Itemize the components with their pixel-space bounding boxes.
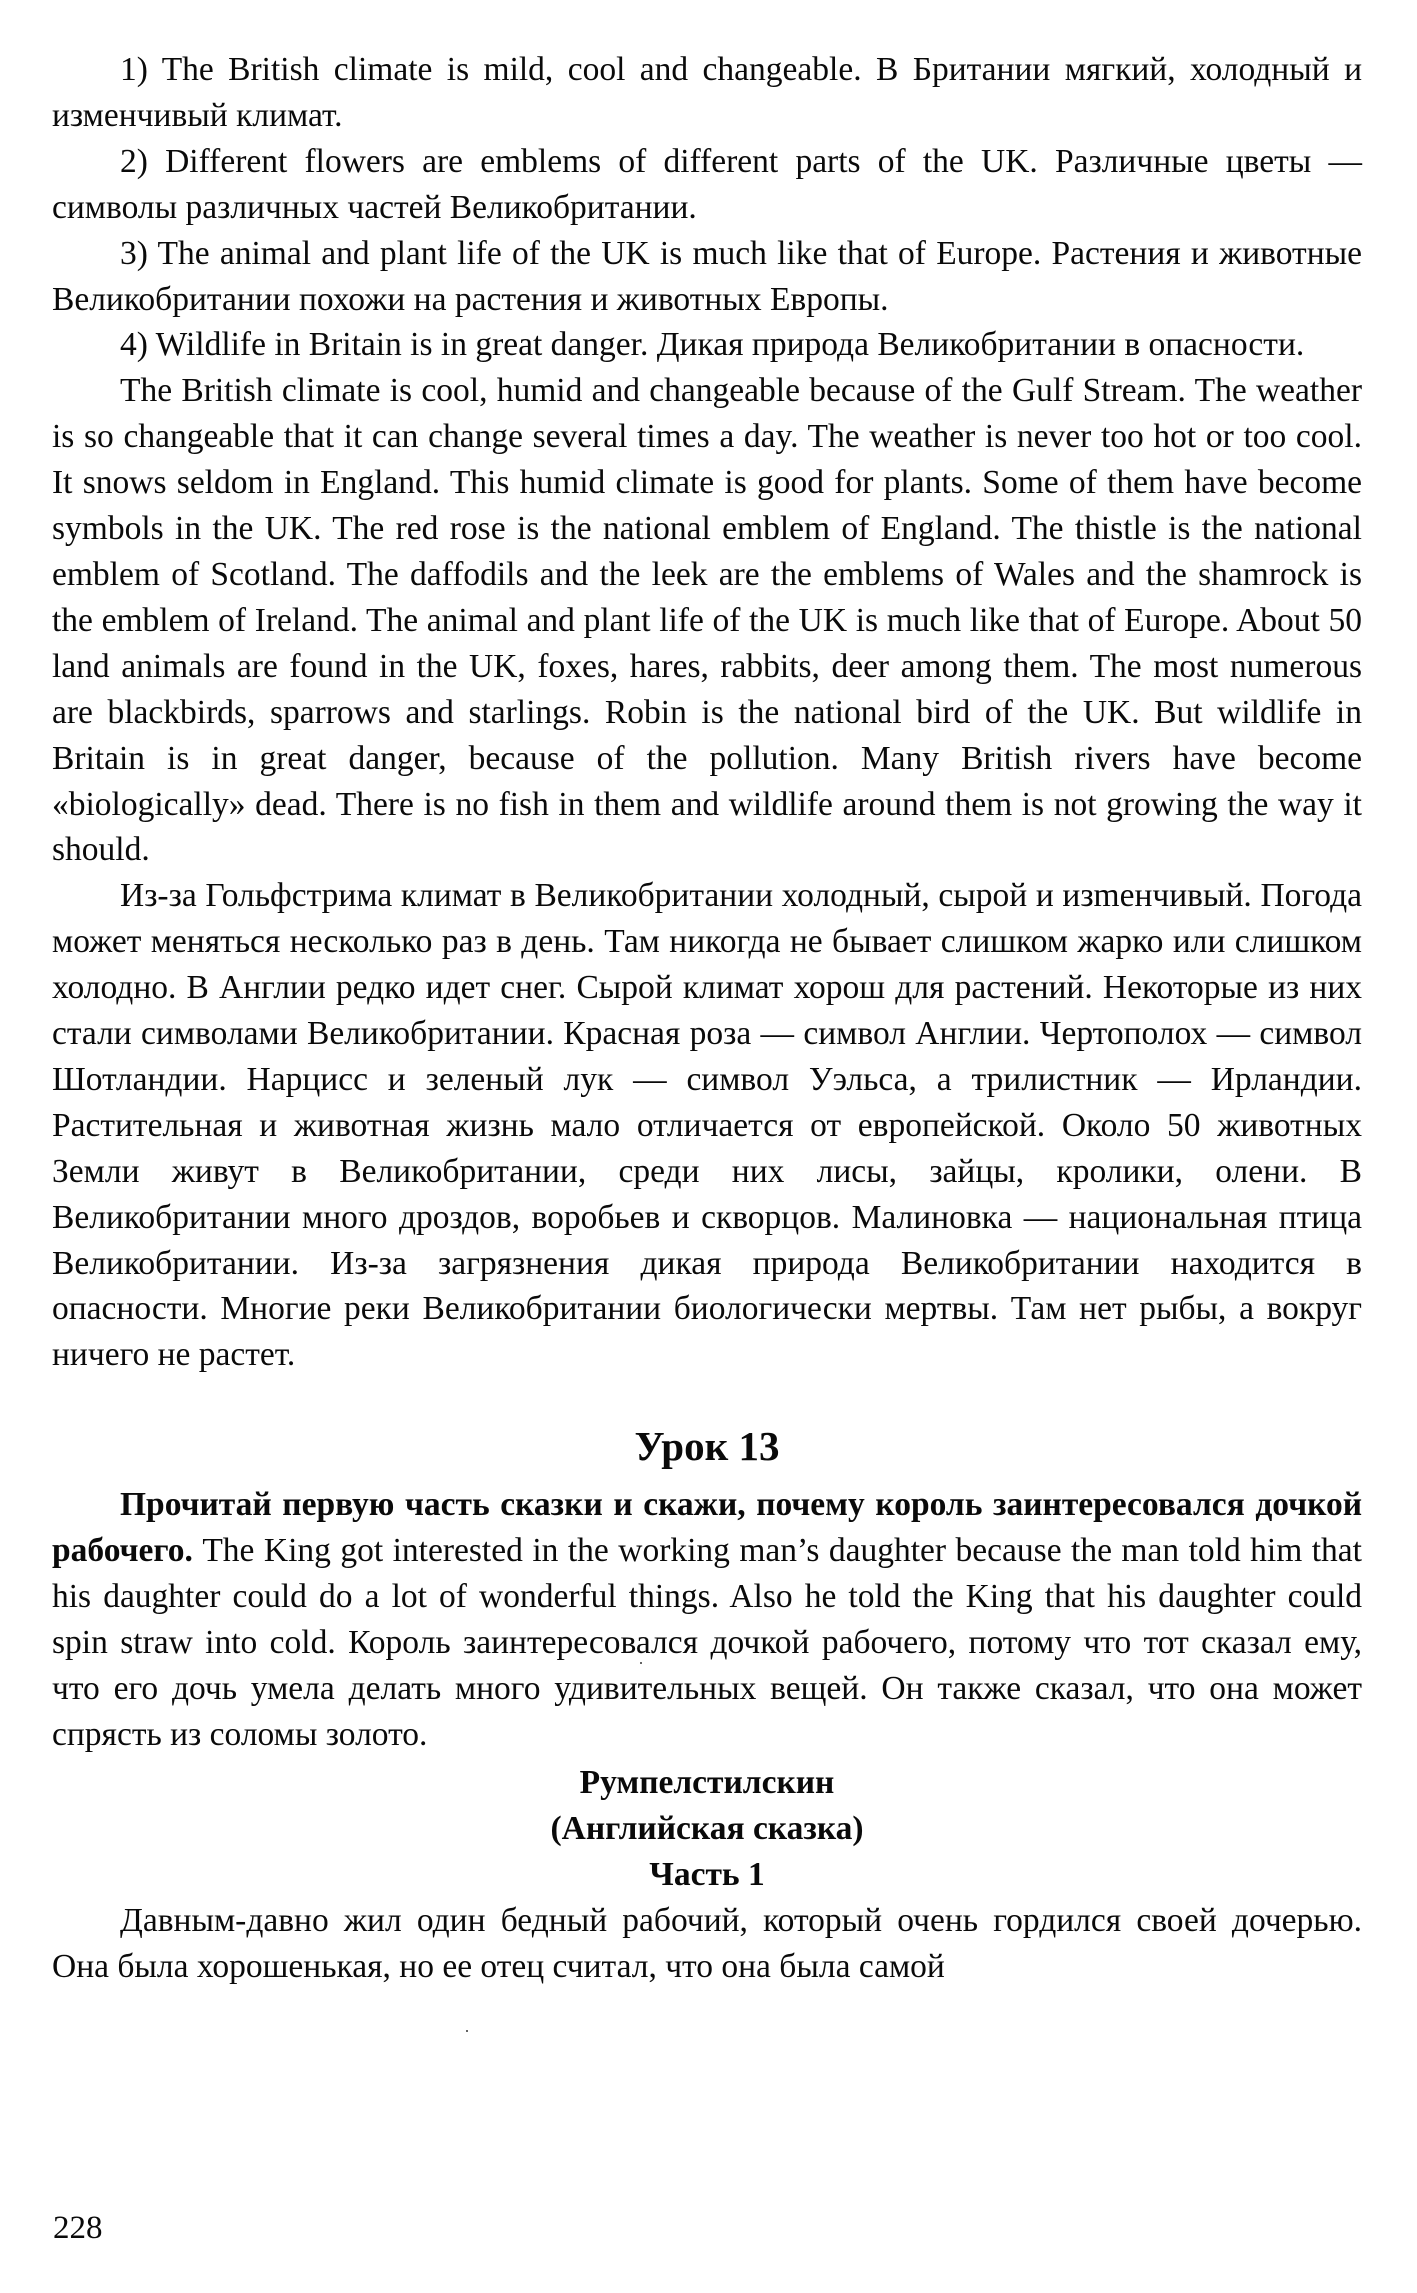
summary-point-1: 1) The British climate is mild, cool and changeable. В Британии мягкий, холодный и изменчивый климат. (52, 51, 1362, 134)
english-paragraph: The British climate is cool, humid and changeable because of the Gulf Stream. The weather is so changeable that it can change several times a day. The weather is never too hot or too cool. It snows seldom in England. This humid climate is good for plants. Some of them have become symbols in the UK. The red rose is the national emblem of England. The thistle is the national emblem of Scotland. The daffodils and the leek are the emblems of Wales and the shamrock is the emblem of Ireland. The animal and plant life of the UK is much like that of Europe. About 50 land animals are found in the UK, foxes, hares, rabbits, deer among them. The most numerous are blackbirds, sparrows and starlings. Robin is the national bird of the UK. But wildlife in Britain is in great danger, because of the pollution. Many British rivers have become «biologically» dead. There is no fish in them and wildlife around them is not growing the way it should. (52, 372, 1362, 869)
summary-point-4: 4) Wildlife in Britain is in great danger. Дикая природа Великобритании в опасности. (120, 326, 1305, 364)
task-answer: The King got interested in the working man’s daughter because the man told him that his daughter could do a lot of wonderful things. Also he told the King that his daughter could spin straw into cold. Король заинтересовался дочкой рабочего, потому что тот сказал ему, что его дочь умела делать много удивительных вещей. Он также сказал, что она может спрясть из соломы золото. (52, 1532, 1362, 1753)
story-title: Румпелстилскин (579, 1763, 835, 1801)
lesson-heading: Урок 13 (634, 1423, 780, 1470)
scan-speck (466, 2030, 468, 2032)
story-opening-paragraph: Давным-давно жил один бедный рабочий, который очень гордился своей дочерью. Она была хорошенькая, но ее отец считал, что она была самой (52, 1901, 1362, 1985)
summary-point-2: 2) Different flowers are emblems of different parts of the UK. Различные цветы — символы различных частей Великобритании. (52, 142, 1362, 226)
story-part-label: Часть 1 (649, 1855, 765, 1893)
book-page (52, 47, 1362, 1990)
task-paragraph (52, 1482, 1362, 1757)
summary-points (52, 47, 1362, 368)
task-instruction: Прочитай первую часть сказки и скажи, почему король заинтересовался дочкой рабочего. (52, 1486, 1362, 1570)
russian-paragraph: Из-за Гольфстрима климат в Великобритании холодный, сырой и изmенчивый. Погода может меняться несколько раз в день. Там никогда не бывает слишком жарко или слишком холодно. В Англии редко идет снег. Сырой климат хорош для растений. Некоторые из них стали символами Великобритании. Красная роза — символ Англии. Чертополох — символ Шотландии. Нарцисс и зеленый лук — символ Уэльса, а трилистник — Ирландии. Растительная и животная жизнь мало отличается от европейской. Около 50 животных Земли живут в Великобритании, среди них лисы, зайцы, кролики, олени. В Великобритании много дроздов, воробьев и скворцов. Малиновка — национальная птица Великобритании. Из-за загрязнения дикая природа Великобритании находится в опасности. Многие реки Великобритании биологически мертвы. Там нет рыбы, а вокруг ничего не растет. (52, 877, 1362, 1374)
scan-speck (640, 1662, 642, 1664)
summary-point-3: 3) The animal and plant life of the UK is much like that of Europe. Растения и животные Великобритании похожи на растения и животных Европы. (52, 234, 1362, 318)
story-subtitle: (Английская сказка) (550, 1809, 864, 1847)
page-number: 228 (53, 2210, 103, 2246)
